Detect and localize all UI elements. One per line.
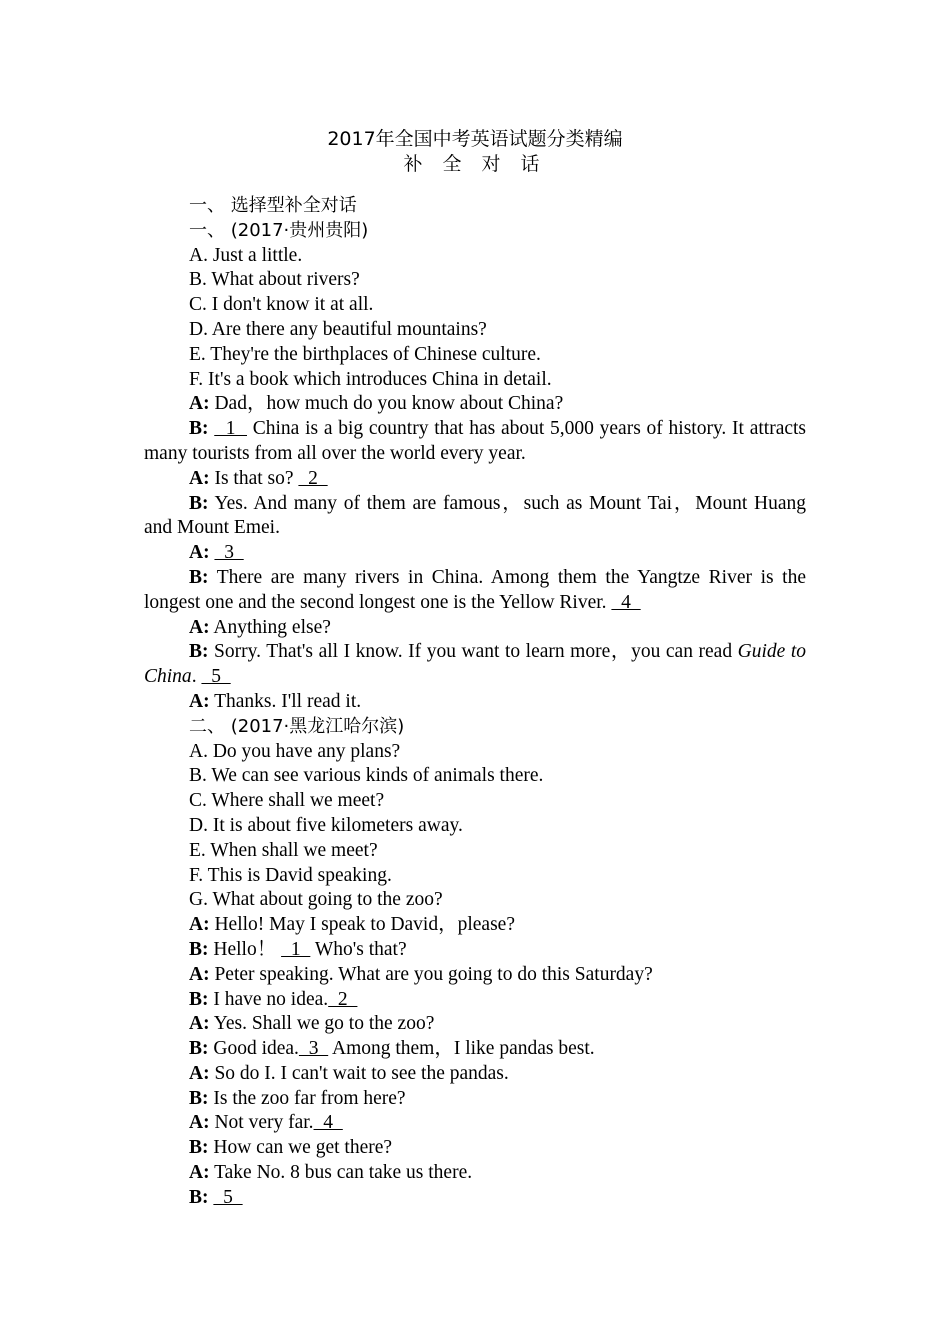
option-item: E. They're the birthplaces of Chinese culture.	[189, 343, 541, 365]
dialogue-text: Anything else?	[209, 616, 331, 638]
dialogue-text: Peter speaking. What are you going to do this Saturday?	[209, 963, 653, 985]
speaker-label: B:	[189, 1186, 209, 1208]
speaker-label: A:	[189, 616, 210, 638]
dialogue-line	[144, 1111, 806, 1136]
dialogue-text: There are many rivers in China. Among them the Yangtze River is the longest one and the second longest one is the Yellow River.	[144, 566, 806, 613]
option-item: F. It's a book which introduces China in detail.	[189, 368, 552, 390]
answer-blank: 1	[214, 418, 247, 440]
dialogue-text: I have no idea.	[208, 988, 329, 1010]
dialogue-text: Sorry. That's all I know. If you want to learn more，you can read	[208, 641, 738, 663]
speaker-label: A:	[189, 393, 210, 415]
dialogue-text: Hello！	[208, 938, 282, 960]
speaker-label: B:	[189, 1087, 209, 1109]
dialogue-line	[144, 963, 806, 988]
option-item: F. This is David speaking.	[189, 864, 392, 886]
option-item: C. Where shall we meet?	[189, 790, 385, 812]
document-body	[144, 194, 806, 1211]
option-item: A. Just a little.	[189, 244, 303, 266]
document-title: 2017年全国中考英语试题分类精编	[327, 128, 623, 150]
speaker-label: A:	[189, 963, 210, 985]
dialogue-line	[144, 1136, 806, 1161]
speaker-label: B:	[189, 418, 209, 440]
dialogue-text: Take No. 8 bus can take us there.	[209, 1162, 473, 1184]
part2-heading: 二、 (2017·黑龙江哈尔滨)	[189, 715, 405, 737]
part1-heading: 一、 (2017·贵州贵阳)	[189, 219, 369, 241]
option-item: C. I don't know it at all.	[189, 294, 374, 316]
dialogue-line	[144, 417, 806, 467]
dialogue-text: .	[191, 666, 202, 688]
speaker-label: A:	[189, 1013, 210, 1035]
dialogue-line	[144, 1012, 806, 1037]
speaker-label: A:	[189, 1162, 210, 1184]
option-item: B. We can see various kinds of animals there.	[189, 765, 544, 787]
dialogue-line	[144, 1087, 806, 1112]
dialogue-text: Yes. Shall we go to the zoo?	[209, 1013, 435, 1035]
speaker-label: B:	[189, 938, 209, 960]
dialogue-text: Yes. And many of them are famous，such as Mount Tai，Mount Huang and Mount Emei.	[144, 492, 806, 539]
dialogue-text: Thanks. I'll read it.	[209, 690, 362, 712]
speaker-label: B:	[189, 566, 209, 588]
dialogue-text: Good idea.	[208, 1038, 299, 1060]
answer-blank: 3	[214, 542, 244, 564]
dialogue-line	[144, 566, 806, 616]
dialogue-text: Is the zoo far from here?	[208, 1087, 406, 1109]
option-item: B. What about rivers?	[189, 269, 360, 291]
dialogue-text: How can we get there?	[208, 1137, 393, 1159]
speaker-label: B:	[189, 1038, 209, 1060]
dialogue-line	[144, 541, 806, 566]
answer-blank: 2	[328, 988, 358, 1010]
dialogue-line	[144, 913, 806, 938]
dialogue-line	[144, 988, 806, 1013]
dialogue-line	[144, 392, 806, 417]
dialogue-line	[144, 616, 806, 641]
speaker-label: B:	[189, 1137, 209, 1159]
dialogue-line	[144, 492, 806, 542]
dialogue-text: Is that so?	[209, 467, 299, 489]
dialogue-line	[144, 1062, 806, 1087]
speaker-label: A:	[189, 1112, 210, 1134]
option-item: D. Are there any beautiful mountains?	[189, 318, 487, 340]
dialogue-line	[144, 1186, 806, 1211]
answer-blank: 3	[298, 1038, 329, 1060]
speaker-label: A:	[189, 467, 210, 489]
dialogue-line	[144, 690, 806, 715]
answer-blank: 5	[213, 1186, 243, 1208]
answer-blank: 4	[313, 1112, 343, 1134]
dialogue-text: Hello! May I speak to David，please?	[209, 914, 515, 936]
speaker-label: A:	[189, 542, 210, 564]
dialogue-text: Dad，how much do you know about China?	[209, 393, 564, 415]
answer-blank: 2	[298, 467, 328, 489]
option-item: E. When shall we meet?	[189, 839, 378, 861]
speaker-label: A:	[189, 690, 210, 712]
option-item: D. It is about five kilometers away.	[189, 814, 463, 836]
dialogue-text: Who's that?	[310, 938, 407, 960]
dialogue-text: So do I. I can't wait to see the pandas.	[209, 1062, 509, 1084]
dialogue-text: Among them，I like pandas best.	[328, 1038, 595, 1060]
section-heading: 一、 选择型补全对话	[189, 195, 357, 216]
dialogue-text: China is a big country that has about 5,000 years of history. It attracts many tourists from all over the world every year.	[144, 418, 807, 464]
speaker-label: B:	[189, 492, 209, 514]
speaker-label: B:	[189, 641, 209, 663]
dialogue-line	[144, 467, 806, 492]
dialogue-line	[144, 938, 806, 963]
option-item: A. Do you have any plans?	[189, 740, 401, 762]
speaker-label: A:	[189, 1062, 210, 1084]
dialogue-text: Not very far.	[209, 1112, 314, 1134]
speaker-label: B:	[189, 988, 209, 1010]
document-subtitle: 补 全 对 话	[403, 153, 547, 175]
dialogue-line	[144, 1161, 806, 1186]
answer-blank: 4	[611, 591, 641, 613]
dialogue-line	[144, 640, 806, 690]
option-item: G. What about going to the zoo?	[189, 889, 443, 911]
book-title: Guide to China	[144, 641, 806, 688]
dialogue-line	[144, 1037, 806, 1062]
speaker-label: A:	[189, 914, 210, 936]
answer-blank: 5	[201, 666, 231, 688]
answer-blank: 1	[281, 938, 311, 960]
